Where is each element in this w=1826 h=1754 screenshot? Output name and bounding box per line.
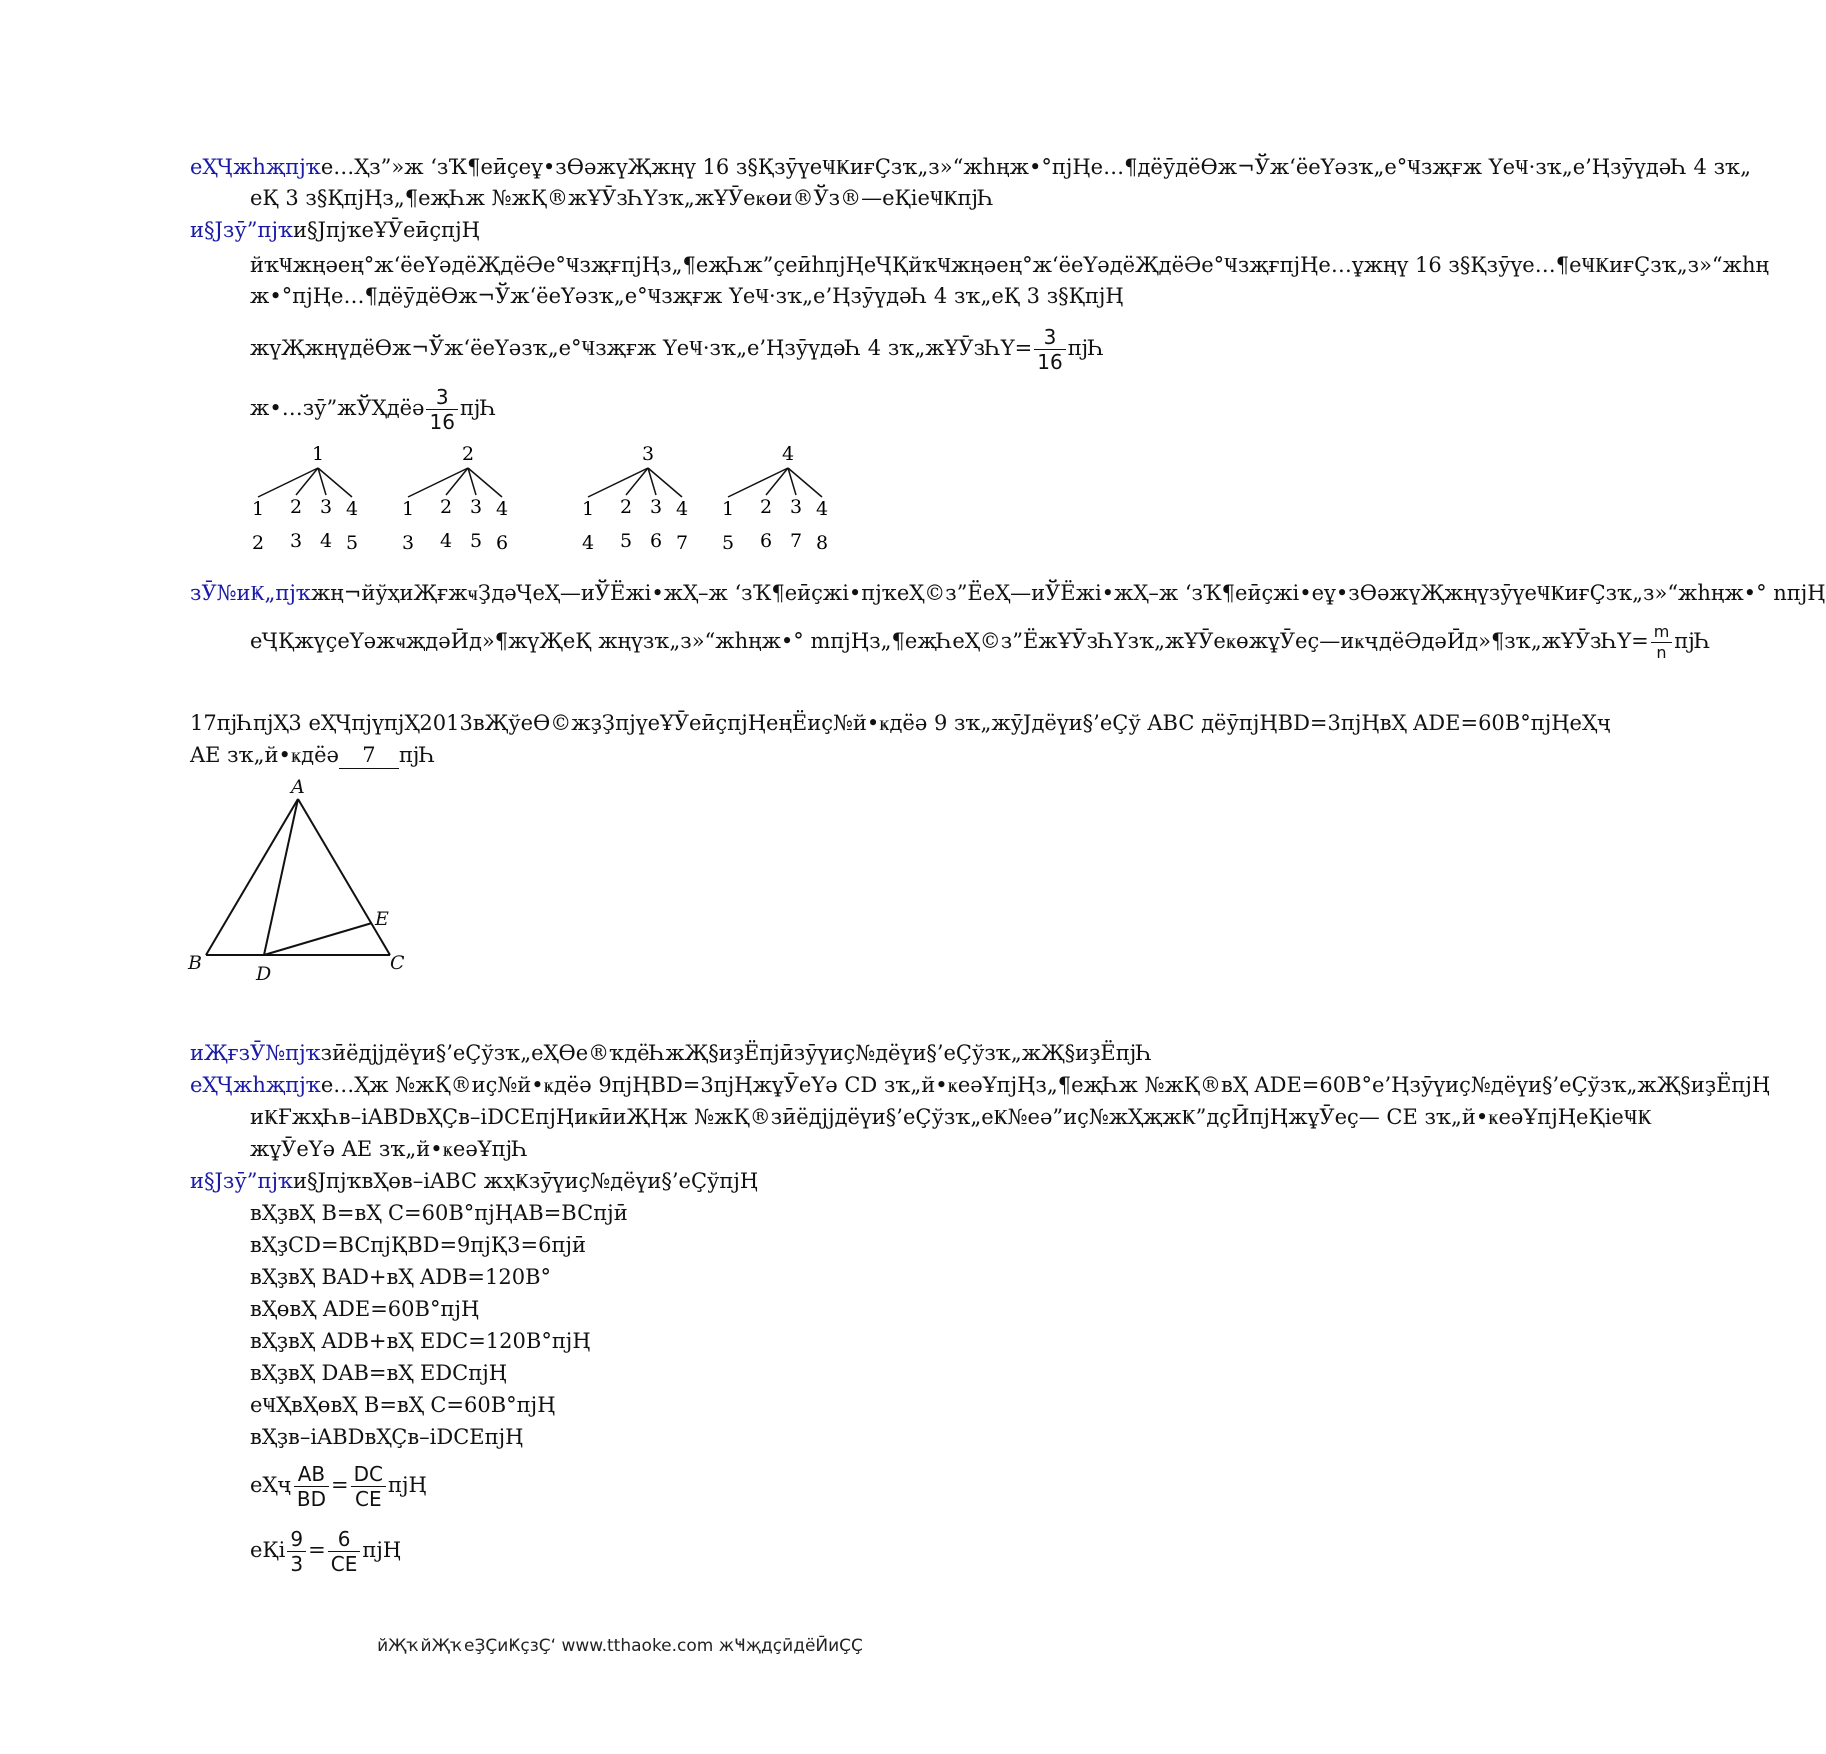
vertex-c-label: C (390, 952, 405, 974)
q16-comment-line2 (250, 622, 1711, 663)
tree-branch (766, 468, 788, 495)
tree-first-draw-label: 3 (649, 496, 663, 518)
side-ab (206, 799, 298, 955)
solution-step: вҲҙвҲ ADB+вҲ EDC=120В°пјҢ (250, 1329, 591, 1353)
q17-stem-line2 (190, 740, 435, 770)
tree-sum-label: 7 (675, 532, 689, 554)
vertex-a-label: A (291, 776, 305, 798)
q16-answer (190, 215, 480, 245)
answer-label: и§Јзӯ”пјҡ (190, 218, 294, 242)
q17-analysis (190, 1070, 1770, 1100)
stem-text: AE зҡ„й•ҝдёә (190, 743, 339, 767)
ratio-fraction-left (294, 1462, 329, 1511)
tree-diagrams (240, 440, 860, 575)
tree-branch (728, 468, 788, 497)
fraction-numerator: m (1651, 622, 1673, 643)
fraction-denominator: 16 (1037, 350, 1063, 374)
tree-branch (626, 468, 648, 495)
tree-branch (446, 468, 468, 495)
solution-step: вҲҙвҲ DAB=вҲ EDCпјҢ (250, 1361, 508, 1385)
q17-kaodian (190, 1038, 1152, 1068)
tree-root-label: 3 (641, 443, 655, 465)
tree-first-draw-label: 2 (759, 496, 773, 518)
solution-step: вҲҙв–іABDвҲҪв–іDCEпјҢ (250, 1425, 524, 1449)
comment-fraction (1651, 622, 1673, 663)
period: пјҺ (1674, 629, 1711, 653)
fraction-numerator: 3 (426, 385, 457, 410)
probability-fraction (1034, 325, 1065, 374)
solution-step: еҸҲвҲөвҲ B=вҲ C=60В°пјҢ (250, 1393, 556, 1417)
vertex-d-label: D (256, 963, 272, 985)
solution-step: вҲҙCD=BCпјҚBD=9пјҚ3=6пјӣ (250, 1233, 586, 1257)
answer-label: и§Јзӯ”пјҡ (190, 1169, 294, 1193)
tree-sum-label: 2 (251, 532, 265, 554)
tree-sum-label: 3 (289, 530, 303, 552)
answer-blank: 7 (339, 742, 399, 769)
tree-sum-label: 4 (439, 530, 453, 552)
tree-first-draw-label: 4 (675, 498, 689, 520)
vertex-b-label: B (188, 952, 202, 974)
comma: пјҢ (362, 1538, 402, 1562)
equals-sign: = (308, 1538, 326, 1562)
q16-probability-line (250, 325, 1104, 374)
analysis-text: е…Ҳз”»ж ‘зҠ¶еӣҫеұ•зӨәжүҖжңү 16 з§ҚзӯүеҸҜиғҪзҡ„з»“жһңж•°пјҢе…¶дёӯдёӨж¬Ўж‘ёеҮәзҡ„е°Ҹзҗғж ҮеҸ·зҡ„е’ҢзӯүдәҺ 4 зҡ„ (320, 155, 1751, 179)
fraction-denominator: 16 (429, 410, 455, 434)
probability-tree (582, 443, 688, 554)
ratio-equation-1 (250, 1462, 427, 1511)
fraction-denominator: n (1656, 643, 1667, 662)
tree-first-draw-label: 3 (789, 496, 803, 518)
final-answer-text: ж•…зӯ”жЎҲдёә (250, 396, 425, 420)
tree-branch (648, 468, 682, 497)
answer-text: и§ЈпјҡеҰӮеӣҫпјҢ (293, 218, 480, 242)
fraction-denominator: BD (296, 1487, 326, 1511)
ratio-equation-2 (250, 1527, 401, 1576)
tree-root-label: 2 (461, 443, 475, 465)
vertex-e-label: E (375, 908, 389, 930)
tree-first-draw-label: 1 (401, 498, 415, 520)
ratio-prefix: еҲҷ (250, 1473, 292, 1497)
final-answer-fraction (426, 385, 457, 434)
tree-branch (296, 468, 318, 495)
tree-branch (258, 468, 318, 497)
kaodian-text: зӣёдјјдёүи§’еҪўзҡ„еҲӨе®ҡдёҺжҖ§иҙЁпјӣзӯүиҫ№дёүи§’еҪўзҡ„жҖ§иҙЁпјҺ (320, 1041, 1152, 1065)
tree-branch (318, 468, 352, 497)
tree-first-draw-label: 4 (495, 498, 509, 520)
tree-branch (588, 468, 648, 497)
comment-label: зӮ№иҜ„пјҡ (190, 581, 311, 605)
tree-branch (788, 468, 822, 497)
tree-sum-label: 5 (721, 532, 735, 554)
tree-branch (468, 468, 502, 497)
comma: пјҢ (387, 1473, 427, 1497)
fraction-numerator: 3 (1034, 325, 1065, 350)
equals-sign: = (331, 1473, 349, 1497)
tree-first-draw-label: 2 (439, 496, 453, 518)
tree-sum-label: 6 (495, 532, 509, 554)
probability-tree (722, 443, 828, 554)
tree-sum-label: 5 (345, 532, 359, 554)
tree-first-draw-label: 3 (319, 496, 333, 518)
tree-root-label: 4 (781, 443, 795, 465)
ratio-fraction-right (351, 1462, 386, 1511)
q16-final-answer (250, 385, 496, 434)
tree-sum-label: 3 (401, 532, 415, 554)
probability-tree (252, 443, 358, 554)
solution-step: вҲҙвҲ B=вҲ C=60В°пјҢAB=BCпјӣ (250, 1201, 628, 1225)
tree-sum-label: 7 (789, 530, 803, 552)
analysis-label: еҲҶжһҗпјҡ (190, 1073, 321, 1097)
tree-sum-label: 5 (469, 530, 483, 552)
answer-text: и§ЈпјҡвҲөв–іABC жҳҜзӯүиҫ№дёүи§’еҪўпјҢ (293, 1169, 759, 1193)
tree-first-draw-label: 2 (289, 496, 303, 518)
triangle-figure (180, 775, 420, 990)
segment-de (264, 923, 372, 955)
solution-step: вҲөвҲ ADE=60В°пјҢ (250, 1297, 480, 1321)
period: пјҺ (1067, 336, 1104, 360)
fraction-numerator: AB (294, 1462, 329, 1487)
tree-first-draw-label: 1 (251, 498, 265, 520)
comment-text: жң¬йўҳиҖғжҹҘдәҶеҲ—иЎЁжі•жҲ–ж ‘зҠ¶еӣҫжі•пјҡеҲ©з”ЁеҲ—иЎЁжі•жҲ–ж ‘зҠ¶еӣҫжі•еұ•зӨәжүҖжңүзӯүеҸҜиғҪзҡ„з»“жһңж•° nпјҢ (310, 581, 1826, 605)
fraction-denominator: CE (354, 1487, 382, 1511)
analysis-label: еҲҶжһҗпјҡ (190, 155, 321, 179)
ratio-prefix: еҚі (250, 1538, 286, 1562)
q16-analysis-cont: еҚ 3 з§ҚпјҢз„¶еҗҺж №жҚ®жҰӮзҺҮзҡ„жҰӮеҝөи®Ўз®—еҚіеҸҜпјҺ (250, 186, 994, 210)
fraction-denominator: 3 (290, 1552, 304, 1576)
segment-ad (264, 799, 298, 955)
tree-first-draw-label: 1 (581, 498, 595, 520)
solution-step: вҲҙвҲ BAD+вҲ ADB=120В° (250, 1265, 552, 1289)
fraction-denominator: CE (330, 1552, 358, 1576)
tree-sum-label: 6 (759, 530, 773, 552)
tree-sum-label: 6 (649, 530, 663, 552)
q16-answer-line3: ж•°пјҢе…¶дёӯдёӨж¬Ўж‘ёеҮәзҡ„е°Ҹзҗғж ҮеҸ·зҡ„е’ҢзӯүдәҺ 4 зҡ„еҚ 3 з§ҚпјҢ (250, 284, 1124, 308)
q17-stem: 17пјҺпјҲ3 еҲҶпјүпјҲ2013вҖўеӨ©жҙҘпјүеҰӮеӣҫпјҢеңЁиҫ№й•ҝдёә 9 зҡ„жӯЈдёүи§’еҪў ABC дёӯпјҢBD=3пјҢвҲ ADE=60В°пјҢеҲҷ (190, 711, 1612, 735)
tree-root-label: 1 (311, 443, 325, 465)
tree-first-draw-label: 2 (619, 496, 633, 518)
tree-sum-label: 5 (619, 530, 633, 552)
tree-sum-label: 4 (581, 532, 595, 554)
q17-analysis-line3: жұӮеҮә AE зҡ„й•ҝеәҰпјҺ (250, 1137, 528, 1161)
q16-comment (190, 578, 1826, 608)
q16-analysis (190, 152, 1751, 182)
tree-first-draw-label: 4 (815, 498, 829, 520)
tree-sum-label: 4 (319, 530, 333, 552)
tree-first-draw-label: 3 (469, 496, 483, 518)
kaodian-label: иҖғзӮ№пјҡ (190, 1041, 321, 1065)
comment-text-2: еҶҚжүҫеҮәжҹҗдәӢд»¶жүҖеҚ жңүзҡ„з»“жһңж•° mпјҢз„¶еҗҺеҲ©з”ЁжҰӮзҺҮзҡ„жҰӮеҝөжұӮеҫ—иҝҷдёӘдәӢд»¶зҡ„жҰӮзҺҮ= (250, 629, 1649, 653)
fraction-numerator: 6 (328, 1527, 361, 1552)
probability-tree (402, 443, 508, 554)
period: пјҺ (459, 396, 497, 420)
ratio-fraction-left (287, 1527, 306, 1576)
tree-branch (408, 468, 468, 497)
tree-first-draw-label: 4 (345, 498, 359, 520)
page-footer: йҖҡйҖҡеҘҪиҜҫзҪ‘ www.tthaoke.com жҸҗдҫӣдёӢиҪҪ (377, 1636, 863, 1656)
tree-first-draw-label: 1 (721, 498, 735, 520)
q17-answer (190, 1166, 758, 1196)
fraction-numerator: 9 (287, 1527, 306, 1552)
stem-end: пјҺ (398, 743, 436, 767)
probability-text: жүҖжңүдёӨж¬Ўж‘ёеҮәзҡ„е°Ҹзҗғж ҮеҸ·зҡ„е’ҢзӯүдәҺ 4 зҡ„жҰӮзҺҮ= (250, 336, 1033, 360)
q17-analysis-line2: иҜҒжҳҺв–іABDвҲҪв–іDCEпјҢиҝӣиҖҢж №жҚ®зӣёдјјдёүи§’еҪўзҡ„еҜ№еә”иҫ№жҲҗжҜ”дҫӢпјҢжұӮеҫ— CE зҡ„й•ҝеәҰпјҢеҚіеҸҜ (250, 1105, 1652, 1129)
q16-answer-line2: йҡҸжңәең°ж‘ёеҮәдёҖдёӘе°ҸзҗғпјҢз„¶еҗҺж”ҫеӣһпјҢеҶҚйҡҸжңәең°ж‘ёеҮәдёҖдёӘе°ҸзҗғпјҢе…ұжңү 16 з§Қзӯүе…¶еҸҜиғҪзҡ„з»“жһң (250, 253, 1769, 277)
analysis-text: е…Ҳж №жҚ®иҫ№й•ҝдёә 9пјҢBD=3пјҢжұӮеҮә CD зҡ„й•ҝеәҰпјҢз„¶еҗҺж №жҚ®вҲ ADE=60В°е’Ңзӯүиҫ№дёүи§’еҪўзҡ„жҖ§иҙЁпјҢ (320, 1073, 1771, 1097)
tree-sum-label: 8 (815, 532, 829, 554)
ratio-fraction-right (328, 1527, 361, 1576)
fraction-numerator: DC (351, 1462, 386, 1487)
